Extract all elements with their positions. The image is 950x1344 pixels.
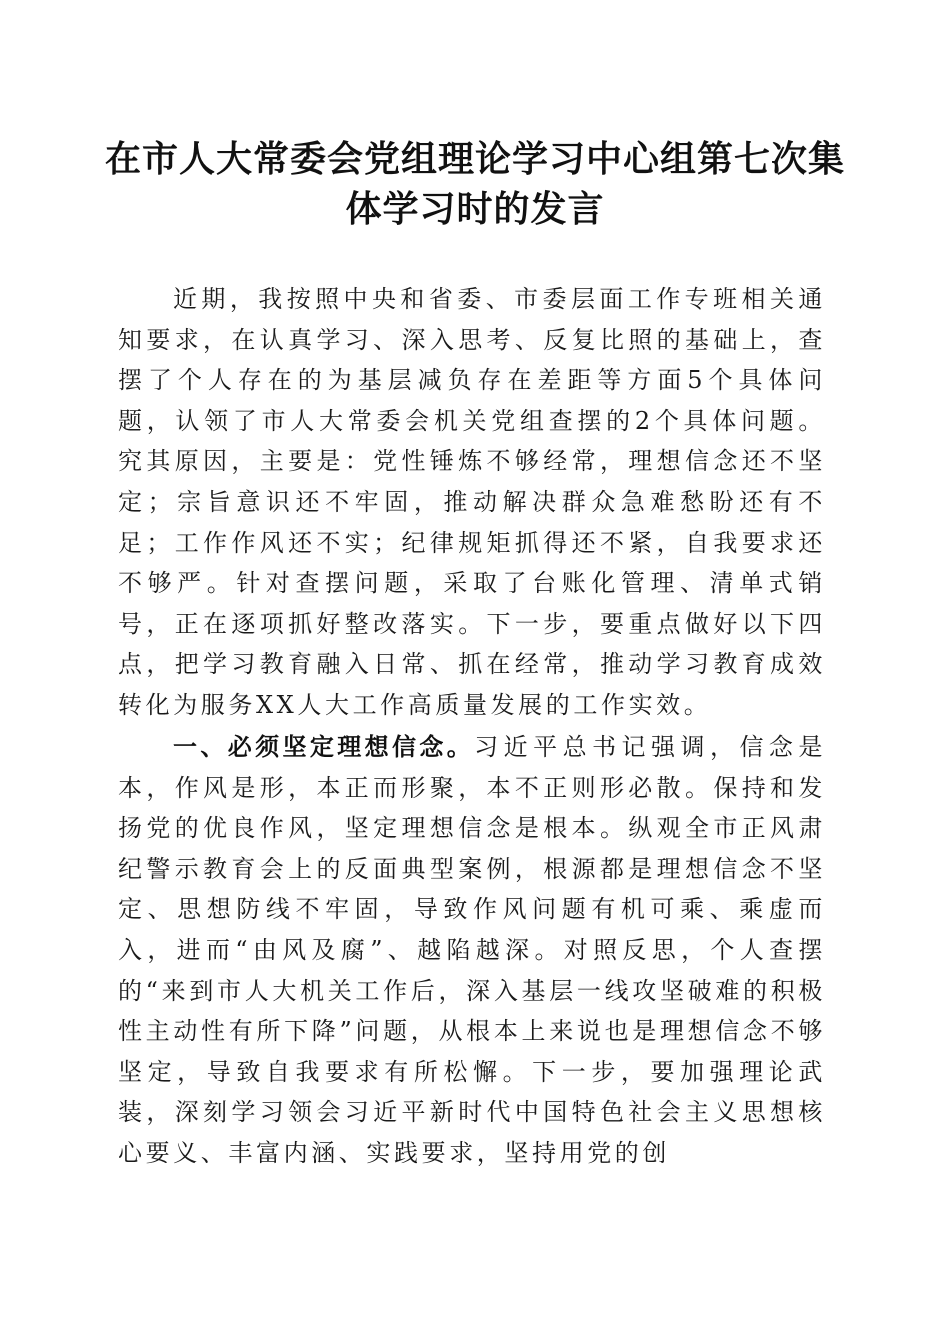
section-one-text: 习近平总书记强调，信念是本，作风是形，本正而形聚，本不正则形必散。保持和发扬党的优良作风，坚定理想信念是根本。纵观全市正风肃纪警示教育会上的反面典型案例，根源都是理想信念不坚定、思想防线不牢固，导致作风问题有机可乘、乘虚而入，进而“由风及腐”、越陷越深。对照反思，个人查摆的“来到市人大机关工作后，深入基层一线攻坚破难的积极性主动性有所下降”问题，从根本上来说也是理想信念不够坚定，导致自我要求有所松懈。下一步，要加强理论武装，深刻学习领会习近平新时代中国特色社会主义思想核心要义、丰富内涵、实践要求，坚持用党的创 (118, 733, 827, 1167)
document-title: 在市人大常委会党组理论学习中心组第七次集体学习时的发言 (104, 138, 845, 230)
section-one-heading: 一、必须坚定理想信念。 (173, 733, 475, 761)
intro-paragraph: 近期，我按照中央和省委、市委层面工作专班相关通知要求，在认真学习、深入思考、反复比照的基础上，查摆了个人存在的为基层减负存在差距等方面5个具体问题，认领了市人大常委会机关党组查摆的2个具体问题。究其原因，主要是：党性锤炼不够经常，理想信念还不坚定；宗旨意识还不牢固，推动解决群众急难愁盼还有不足；工作作风还不实；纪律规矩抓得还不紧，自我要求还不够严。针对查摆问题，采取了台账化管理、清单式销号，正在逐项抓好整改落实。下一步，要重点做好以下四点，把学习教育融入日常、抓在经常，推动学习教育成效转化为服务XX人大工作高质量发展的工作实效。 (118, 285, 826, 719)
section-one-paragraph (118, 727, 826, 1174)
